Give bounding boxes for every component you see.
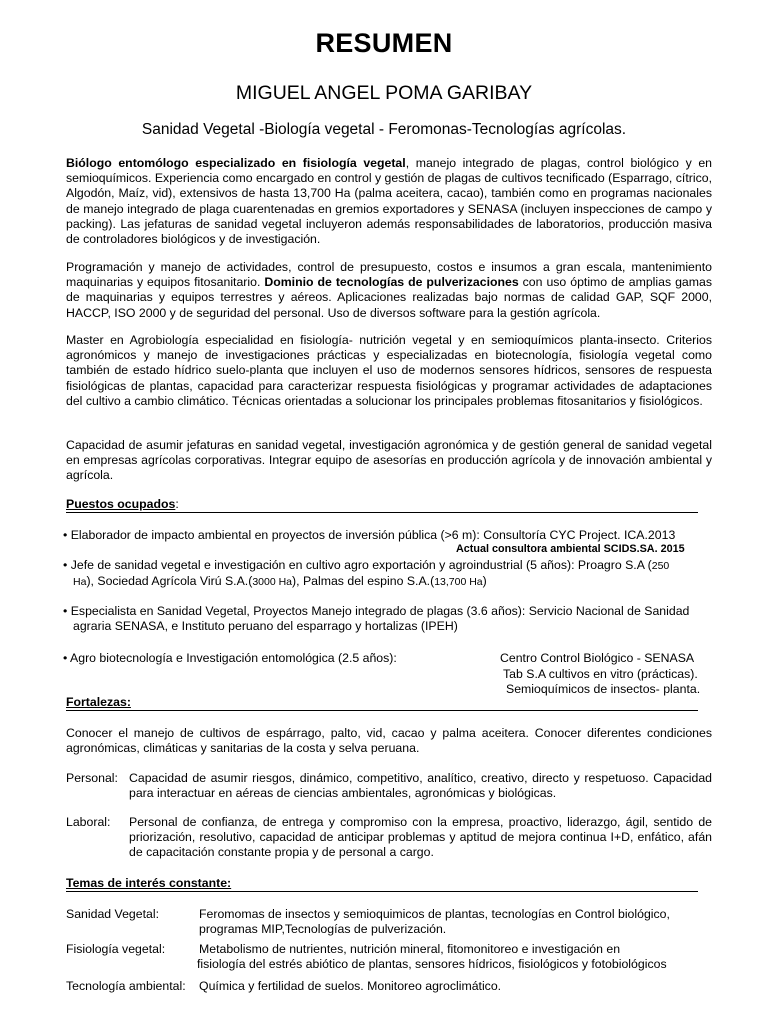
- position-item-2-text-a: • Jefe de sanidad vegetal e investigación en cultivo agro exportación y agroindustrial (5 años): Proagro S.A (: [63, 558, 652, 572]
- summary-paragraph-2: [66, 260, 712, 321]
- interest-fisiologia-vegetal-label: Fisiología vegetal:: [66, 942, 166, 956]
- positions-heading-colon: :: [175, 497, 179, 511]
- positions-heading: [66, 497, 698, 513]
- position-item-4-detail-1: Centro Control Biológico - SENASA: [500, 651, 695, 665]
- strength-personal-label: Personal:: [66, 771, 118, 785]
- position-item-2-text-c: ), Palmas del espino S.A.(: [292, 574, 435, 588]
- position-item-2-text-b: ), Sociedad Agrícola Virú S.A.(: [86, 574, 253, 588]
- summary-p2-pre: Programación y manejo de actividades, control de presupuesto, costos e insumos a gran escala, mantenimiento maquinarias y equipos fitosanitario.: [66, 260, 712, 290]
- position-item-2-area-a: 250: [651, 560, 670, 572]
- position-item-3-text-a: • Especialista en Sanidad Vegetal, Proyectos Manejo integrado de plagas (3.6 años): Servicio Nacional de Sanidad: [63, 604, 690, 618]
- summary-paragraph-4: Capacidad de asumir jefaturas en sanidad vegetal, investigación agronómica y de gestión general de sanidad vegetal en empresas agrícolas corporativas. Integrar equipo de asesorías en producción agrícola y de innovación ambiental y agrícola.: [66, 438, 712, 483]
- interest-sanidad-vegetal-line-1: Feromomas de insectos y semioquimicos de plantas, tecnologías en Control biológico,: [199, 907, 670, 921]
- summary-paragraph-1: [66, 156, 712, 247]
- strength-laboral: [66, 815, 712, 863]
- page-title: RESUMEN: [315, 28, 453, 58]
- summary-p2-bold: Dominio de tecnologías de pulverizaciones: [264, 275, 519, 290]
- strengths-heading-text: Fortalezas:: [66, 695, 131, 709]
- strength-personal: [66, 771, 712, 803]
- positions-heading-text: Puestos ocupados: [66, 497, 176, 511]
- position-item-2: [63, 558, 715, 590]
- strength-personal-text: Capacidad de asumir riesgos, dinámico, competitivo, analítico, creativo, directo y respetuoso. Capacidad para interactuar en aéreas de ciencias ambientales, agronómicas y biológicas.: [129, 771, 712, 801]
- interests-heading: [66, 876, 698, 892]
- position-item-3: [63, 604, 715, 634]
- position-item-2-area-b: 3000 Ha: [252, 576, 293, 588]
- strength-laboral-text: Personal de confianza, de entrega y compromiso con la empresa, proactivo, liderazgo, ágil, sentido de priorización, resolutivo, capacidad de anticipar problemas y aptitud de mejora continua I+D, enfático, afán de capacitación constante propia y de personal a cargo.: [129, 815, 712, 860]
- interest-sanidad-vegetal-label: Sanidad Vegetal:: [66, 907, 159, 921]
- strengths-paragraph: Conocer el manejo de cultivos de espárrago, palto, vid, cacao y palma aceitera. Conocer diferentes condiciones agronómicas, climáticas y sanitarias de la costa y selva peruana.: [66, 726, 712, 756]
- interest-fisiologia-vegetal-line-1: Metabolismo de nutrientes, nutrición mineral, fitomonitoreo e investigación en: [199, 942, 621, 956]
- position-item-2-area-unit: Ha: [73, 576, 87, 588]
- summary-p2-post: con uso óptimo de amplias gamas de maquinarias y equipos terrestres y aéreos. Aplicaciones realizadas bajo normas de calidad GAP, SQF 2000, HACCP, ISO 2000 y de seguridad del personal. Uso de diversos software para la gestión agrícola.: [66, 275, 712, 320]
- person-name: MIGUEL ANGEL POMA GARIBAY: [235, 82, 533, 104]
- strength-laboral-label: Laboral:: [66, 815, 111, 829]
- position-item-3-text-b: agraria SENASA, e Instituto peruano del esparrago y hortalizas (IPEH): [73, 619, 458, 633]
- interest-fisiologia-vegetal-line-2: fisiología del estrés abiótico de plantas, sensores hídricos, fisiológicos y fotobiológicos: [197, 957, 667, 971]
- summary-paragraph-3: Master en Agrobiología especialidad en fisiología- nutrición vegetal y en semioquímicos planta-insecto. Criterios agronómicos y manejo de investigaciones prácticas y especializadas en biotecnología, fisiología vegetal como también de estado hídrico suelo-planta que incluyen el uso de modernos sensores hídricos, sensores de respuesta fisiológicas de plantas, capacidad para caracterizar respuesta fisiológicas y programar actividades de adaptaciones del cultivo a cambio climático. Técnicas orientadas a solucionar los principales problemas fitosanitarios y fisiológicos.: [66, 333, 712, 408]
- position-item-2-area-c: 13,700 Ha: [434, 576, 483, 588]
- position-item-1: • Elaborador de impacto ambiental en proyectos de inversión pública (>6 m): Consultoría CYC Project. ICA.2013: [63, 528, 676, 542]
- position-item-4-detail-3: Semioquímicos de insectos- planta.: [506, 682, 701, 696]
- position-item-1-note: Actual consultora ambiental SCIDS.SA. 2015: [456, 543, 685, 555]
- interest-tecnologia-ambiental-label: Tecnología ambiental:: [66, 979, 186, 993]
- interest-fisiologia-vegetal: [66, 942, 712, 974]
- interest-sanidad-vegetal-line-2: programas MIP,Tecnologías de pulverización.: [199, 922, 447, 936]
- interest-sanidad-vegetal: [66, 907, 712, 939]
- position-item-4-detail-2: Tab S.A cultivos en vitro (prácticas).: [503, 667, 698, 681]
- position-item-4: • Agro biotecnología e Investigación entomológica (2.5 años):: [63, 651, 397, 665]
- position-item-2-text-d: ): [482, 574, 487, 588]
- interest-tecnologia-ambiental: [66, 979, 712, 995]
- summary-p1-text: , manejo integrado de plagas, control biológico y en semioquímicos. Experiencia como encargado en control y gestión de plagas de cultivos tecnificado (Esparrago, cítrico, Algodón, Maíz, vid), extensivos de hasta 13,700 Ha (palma aceitera, cacao), también como en programas nacionales de manejo integrado de plaga cuarentenadas en gremios exportadores y SENASA (incluyen inspecciones de campo y packing). Las jefaturas de sanidad vegetal incluyeron además responsabilidades de laboratorios, producción masiva de controladores biológicos y de investigación.: [66, 156, 712, 247]
- interest-tecnologia-ambiental-line-1: Química y fertilidad de suelos. Monitoreo agroclimático.: [199, 979, 502, 993]
- strengths-heading: [66, 695, 698, 711]
- profile-subtitle: Sanidad Vegetal -Biología vegetal - Feromonas-Tecnologías agrícolas.: [141, 121, 627, 138]
- summary-p1-bold: Biólogo entomólogo especializado en fisiología vegetal: [66, 156, 406, 170]
- interests-heading-text: Temas de interés constante:: [66, 876, 232, 890]
